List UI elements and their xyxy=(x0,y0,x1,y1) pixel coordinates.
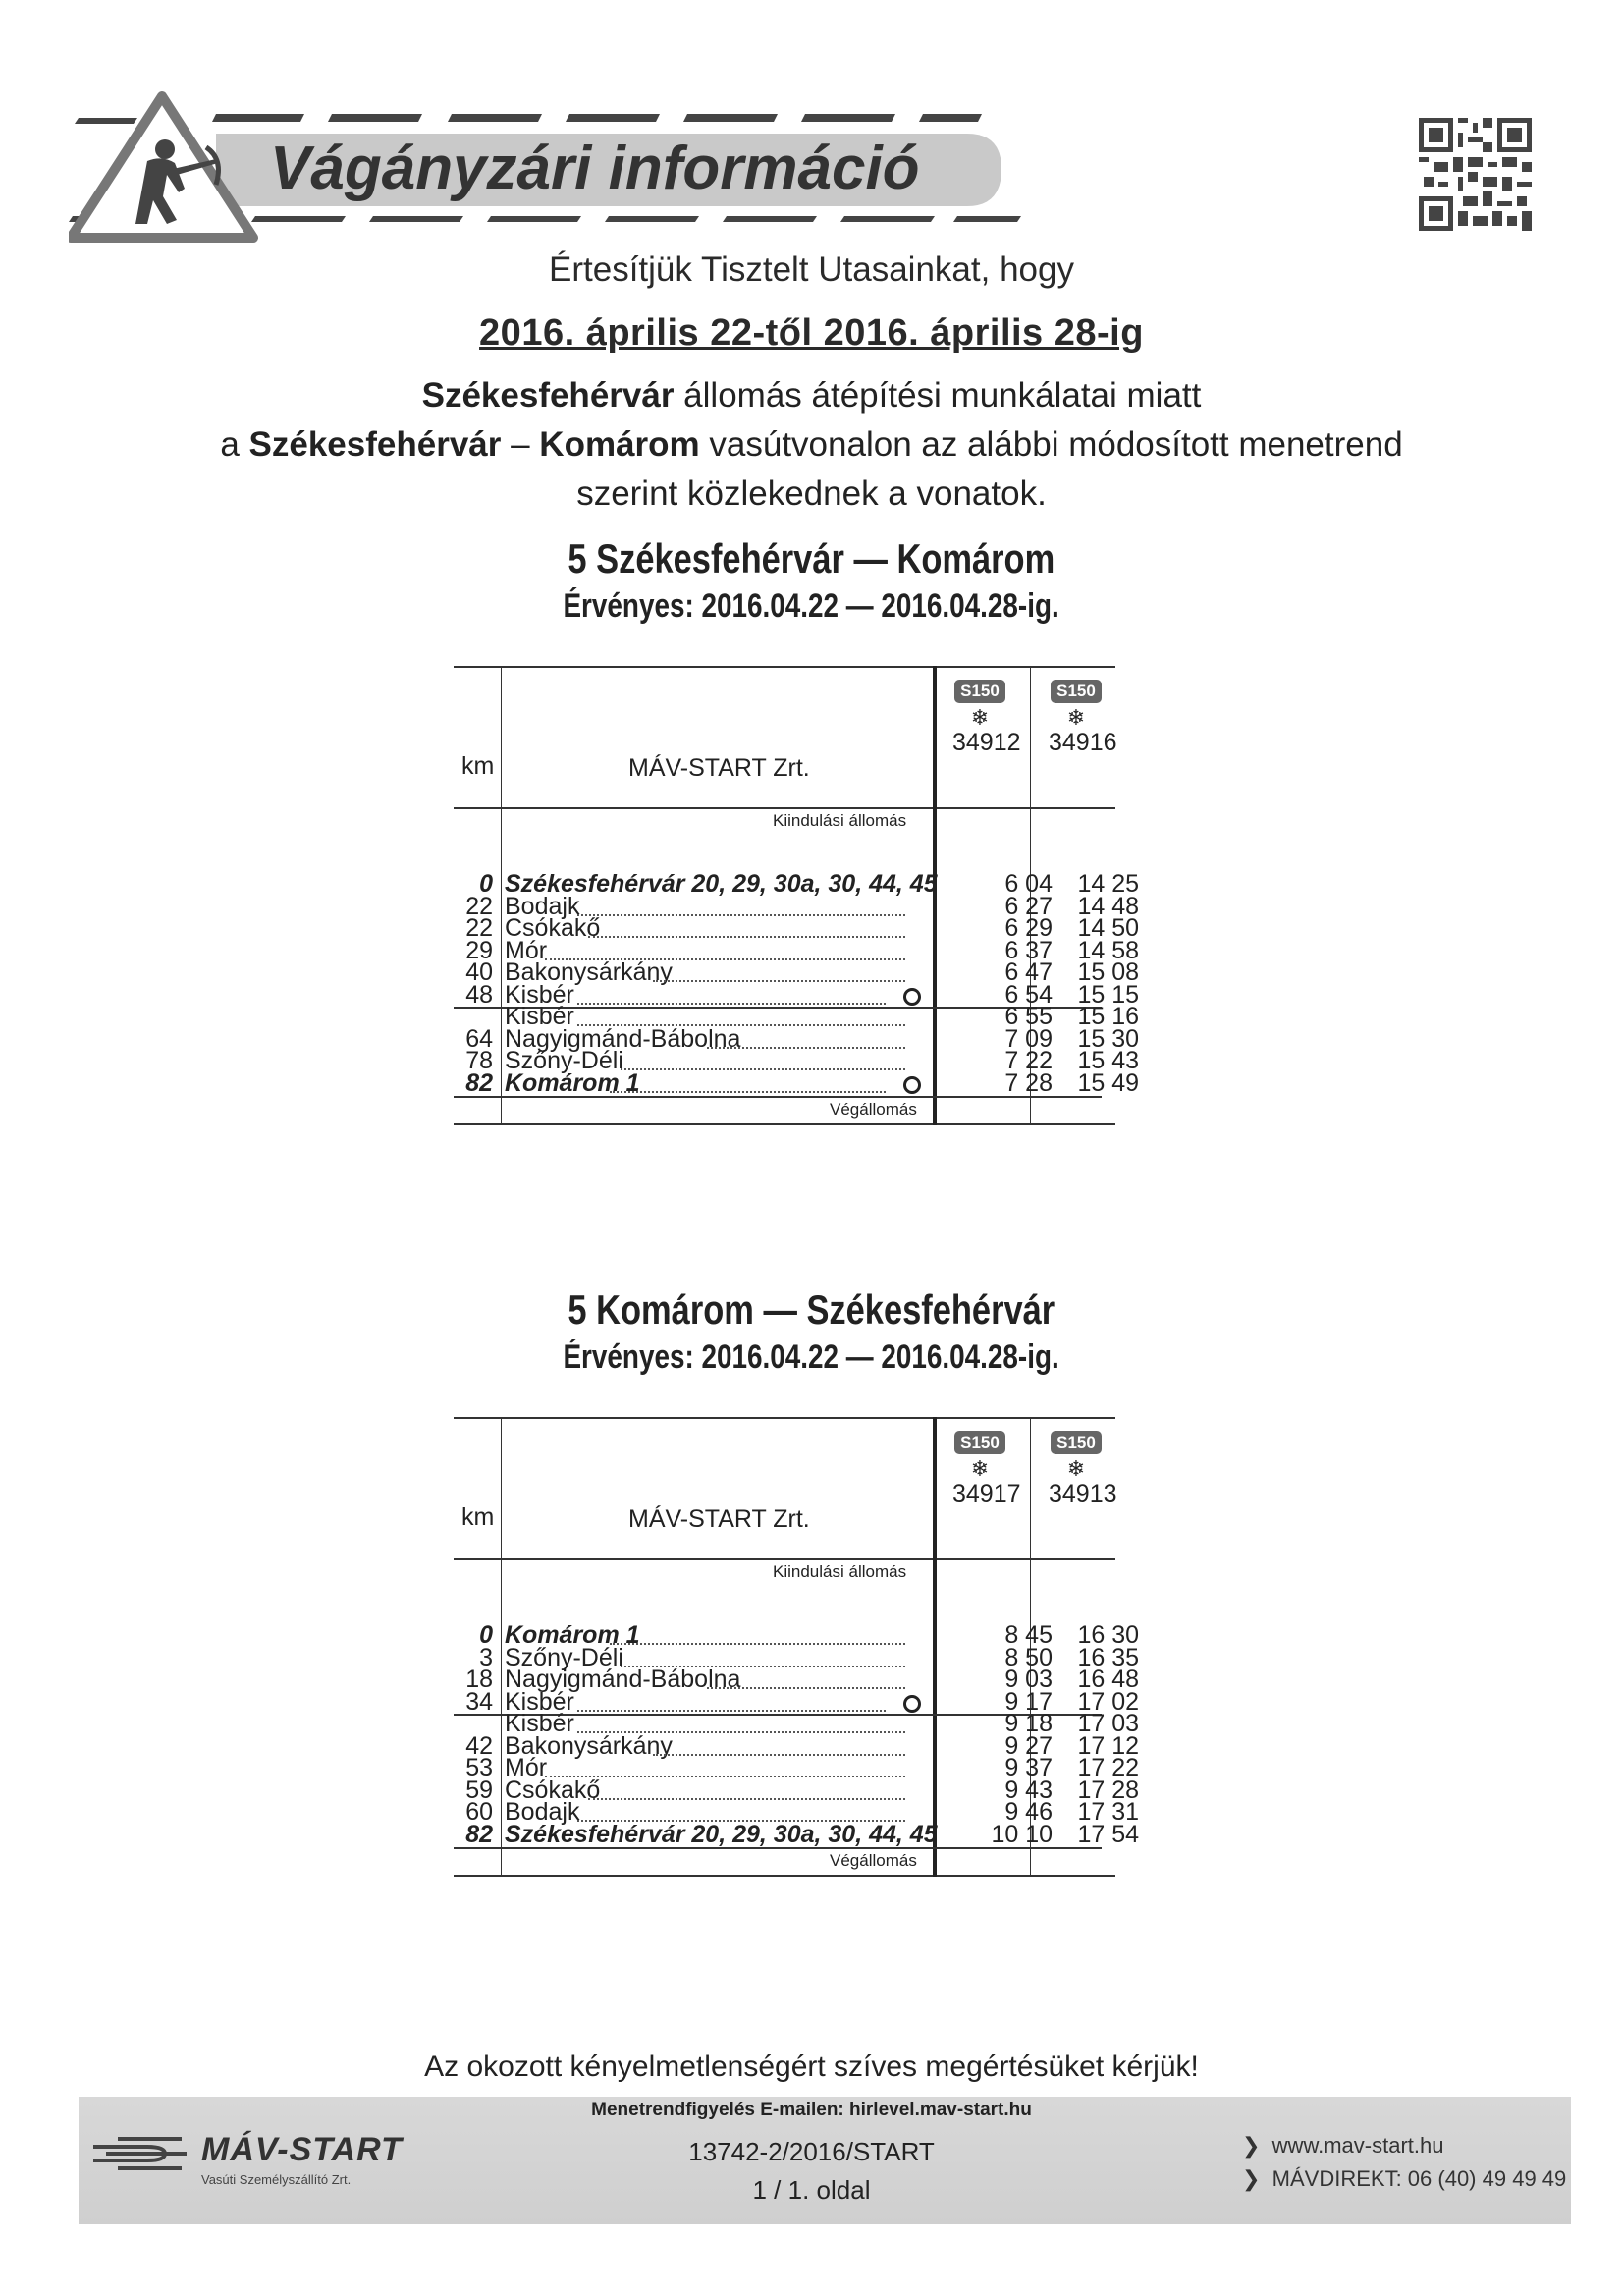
leader-dots xyxy=(653,1754,905,1756)
row-station: Kisbér xyxy=(505,1003,574,1030)
row-station: Bakonysárkány xyxy=(505,958,673,986)
final-row-underline xyxy=(454,1847,1102,1849)
table2-validity xyxy=(0,1339,1623,1377)
web-link-text: www.mav-start.hu xyxy=(1271,2133,1444,2158)
row-km: 60 xyxy=(465,1798,493,1826)
row-time-2: 17 54 xyxy=(1077,1820,1139,1848)
row-station: Csókakő xyxy=(505,914,601,942)
lead-station: Székesfehérvár xyxy=(248,425,502,464)
intro-text: Értesítjük Tisztelt Utasainkat, hogy xyxy=(549,250,1074,289)
rule-km xyxy=(501,666,502,1123)
row-station: Mór xyxy=(505,936,548,964)
row-time-2: 15 16 xyxy=(1077,1003,1139,1030)
row-km: 42 xyxy=(465,1731,493,1760)
snowflake-icon: ❄ xyxy=(970,705,990,730)
row-time-1: 6 54 xyxy=(1004,980,1053,1009)
row-time-2: 17 22 xyxy=(1077,1754,1139,1781)
leader-dots xyxy=(577,914,905,916)
row-station: Komárom 1 xyxy=(505,1621,640,1649)
row-time-2: 15 15 xyxy=(1077,980,1139,1009)
logo-text: MÁV-START xyxy=(201,2131,403,2168)
leader-dots xyxy=(577,1003,886,1005)
train-number: 34916 xyxy=(1049,729,1117,756)
leader-dots xyxy=(588,1798,905,1800)
row-time-2: 15 08 xyxy=(1077,958,1139,986)
phone-info xyxy=(1242,2162,1566,2196)
table2-title xyxy=(0,1286,1623,1334)
table1-validity xyxy=(0,587,1623,626)
row-time-2: 14 50 xyxy=(1077,914,1139,942)
rule-top xyxy=(454,1417,1115,1419)
train-category-badge: S150 xyxy=(1051,680,1102,703)
lead-line-3: szerint közlekednek a vonatok. xyxy=(576,474,1047,513)
lead-line-1 xyxy=(0,371,1623,420)
row-station: Komárom 1 xyxy=(505,1068,640,1097)
chevron-right-icon: ❯ xyxy=(1242,2133,1261,2158)
row-time-2: 14 58 xyxy=(1077,936,1139,964)
row-time-1: 6 47 xyxy=(1004,958,1053,986)
row-time-1: 7 28 xyxy=(1004,1068,1053,1097)
start-station-label: Kiindulási állomás xyxy=(773,811,907,830)
apology-text: Az okozott kényelmetlenségért szíves megértésüket kérjük! xyxy=(424,2050,1199,2083)
row-station: Kisbér xyxy=(505,1687,574,1716)
row-km: 3 xyxy=(479,1643,493,1671)
document-number: 13742-2/2016/START xyxy=(688,2137,935,2166)
leader-dots xyxy=(610,1091,886,1093)
validity-text: Érvényes: 2016.04.22 — 2016.04.28-ig. xyxy=(563,587,1060,625)
row-time-1: 9 18 xyxy=(1004,1710,1053,1737)
row-time-2: 14 25 xyxy=(1077,870,1139,898)
leader-dots xyxy=(610,1643,905,1645)
leader-dots xyxy=(653,980,905,982)
banner-title: Vágányzári információ xyxy=(270,135,920,202)
rule-bottom xyxy=(454,1875,1115,1877)
stop-marker-icon xyxy=(903,1695,921,1713)
lead-text: – xyxy=(501,425,540,464)
row-km: 82 xyxy=(465,1068,493,1097)
rule-top xyxy=(454,666,1115,668)
rule-station xyxy=(933,1417,937,1877)
snowflake-icon: ❄ xyxy=(1066,1456,1086,1481)
web-link[interactable] xyxy=(1242,2129,1566,2162)
leader-dots xyxy=(707,1047,905,1049)
rule-bottom xyxy=(454,1123,1115,1125)
timetable-2 xyxy=(454,1417,1139,2006)
mav-logo-icon xyxy=(88,2129,196,2178)
row-time-1: 6 29 xyxy=(1004,914,1053,942)
row-time-2: 14 48 xyxy=(1077,892,1139,920)
row-time-2: 15 30 xyxy=(1077,1024,1139,1053)
row-km: 78 xyxy=(465,1047,493,1074)
company-header: MÁV-START Zrt. xyxy=(628,754,810,782)
row-station: Szőny-Déli xyxy=(505,1047,623,1074)
stop-marker-icon xyxy=(903,1076,921,1094)
km-header: km xyxy=(461,1503,495,1531)
row-station: Székesfehérvár 20, 29, 30a, 30, 44, 45 xyxy=(505,870,938,898)
row-time-2: 17 31 xyxy=(1077,1798,1139,1826)
logo-subtitle: Vasúti Személyszállító Zrt. xyxy=(201,2172,352,2187)
row-km: 29 xyxy=(465,936,493,964)
row-km: 22 xyxy=(465,892,493,920)
page-number: 1 / 1. oldal xyxy=(752,2175,871,2205)
row-time-2: 15 43 xyxy=(1077,1047,1139,1074)
row-station: Székesfehérvár 20, 29, 30a, 30, 44, 45 xyxy=(505,1820,938,1848)
row-km: 59 xyxy=(465,1776,493,1804)
row-km: 22 xyxy=(465,914,493,942)
row-station: Kisbér xyxy=(505,1710,574,1737)
table1-title xyxy=(0,535,1623,582)
chevron-right-icon: ❯ xyxy=(1242,2166,1261,2191)
row-time-1: 6 04 xyxy=(1004,870,1053,898)
rule-header xyxy=(454,1558,1115,1560)
row-km: 18 xyxy=(465,1666,493,1693)
row-station: Szőny-Déli xyxy=(505,1643,623,1671)
final-row-underline xyxy=(454,1096,1102,1098)
row-time-2: 17 12 xyxy=(1077,1731,1139,1760)
row-time-2: 16 35 xyxy=(1077,1643,1139,1671)
row-time-2: 15 49 xyxy=(1077,1068,1139,1097)
lead-station: Komárom xyxy=(539,425,700,464)
row-station: Bakonysárkány xyxy=(505,1731,673,1760)
row-time-1: 9 43 xyxy=(1004,1776,1053,1804)
table-title-text: 5 Székesfehérvár — Komárom xyxy=(568,535,1055,581)
end-station-label: Végállomás xyxy=(830,1851,917,1870)
snowflake-icon: ❄ xyxy=(970,1456,990,1481)
row-time-2: 17 03 xyxy=(1077,1710,1139,1737)
row-time-1: 8 50 xyxy=(1004,1643,1053,1671)
row-time-1: 9 03 xyxy=(1004,1666,1053,1693)
header-banner xyxy=(69,90,1041,247)
row-time-1: 6 55 xyxy=(1004,1003,1053,1030)
lead-text: állomás átépítési munkálatai miatt xyxy=(674,376,1202,414)
row-time-1: 6 27 xyxy=(1004,892,1053,920)
row-time-2: 17 02 xyxy=(1077,1687,1139,1716)
km-header: km xyxy=(461,752,495,780)
row-time-1: 9 46 xyxy=(1004,1798,1053,1826)
company-header: MÁV-START Zrt. xyxy=(628,1505,810,1533)
lead-text: vasútvonalon az alábbi módosított menetrend xyxy=(699,425,1403,464)
rule-header xyxy=(454,807,1115,809)
row-station: Nagyigmánd-Bábolna xyxy=(505,1024,741,1053)
notify-text: Menetrendfigyelés E-mailen: hirlevel.mav-start.hu xyxy=(591,2100,1032,2120)
row-station: Kisbér xyxy=(505,980,574,1009)
row-time-1: 6 37 xyxy=(1004,936,1053,964)
row-km: 53 xyxy=(465,1754,493,1781)
train-number: 34913 xyxy=(1049,1480,1117,1507)
row-station: Csókakő xyxy=(505,1776,601,1804)
start-station-label: Kiindulási állomás xyxy=(773,1562,907,1581)
row-km: 0 xyxy=(479,1621,493,1649)
leader-dots xyxy=(588,936,905,938)
train-category-badge: S150 xyxy=(1051,1431,1102,1454)
row-km: 40 xyxy=(465,958,493,986)
row-time-1: 7 22 xyxy=(1004,1047,1053,1074)
row-time-2: 16 48 xyxy=(1077,1666,1139,1693)
footer-links xyxy=(1242,2129,1566,2196)
train-category-badge: S150 xyxy=(954,680,1005,703)
train-category-badge: S150 xyxy=(954,1431,1005,1454)
row-km: 64 xyxy=(465,1024,493,1053)
leader-dots xyxy=(707,1687,905,1689)
validity-text: Érvényes: 2016.04.22 — 2016.04.28-ig. xyxy=(563,1339,1060,1376)
snowflake-icon: ❄ xyxy=(1066,705,1086,730)
stop-marker-icon xyxy=(903,988,921,1006)
row-time-1: 9 27 xyxy=(1004,1731,1053,1760)
leader-dots xyxy=(577,1710,886,1712)
qr-code xyxy=(1419,118,1532,231)
table-title-text: 5 Komárom — Székesfehérvár xyxy=(568,1286,1055,1333)
row-time-1: 10 10 xyxy=(991,1820,1053,1848)
date-range: 2016. április 22-től 2016. április 28-ig xyxy=(479,312,1144,354)
rule-km xyxy=(501,1417,502,1875)
row-station: Nagyigmánd-Bábolna xyxy=(505,1666,741,1693)
lead-station: Székesfehérvár xyxy=(421,376,675,414)
train-number: 34912 xyxy=(952,729,1021,756)
lead-text: a xyxy=(220,425,249,464)
row-km: 48 xyxy=(465,980,493,1009)
lead-line-2 xyxy=(0,420,1623,469)
row-km: 0 xyxy=(479,870,493,898)
row-time-1: 9 17 xyxy=(1004,1687,1053,1716)
row-time-1: 8 45 xyxy=(1004,1621,1053,1649)
row-km: 82 xyxy=(465,1820,493,1848)
row-km: 34 xyxy=(465,1687,493,1716)
row-station: Bodajk xyxy=(505,892,580,920)
row-station: Mór xyxy=(505,1754,548,1781)
end-station-label: Végállomás xyxy=(830,1100,917,1119)
row-station: Bodajk xyxy=(505,1798,580,1826)
row-time-1: 9 37 xyxy=(1004,1754,1053,1781)
train-number: 34917 xyxy=(952,1480,1021,1507)
leader-dots xyxy=(621,1068,905,1070)
row-time-2: 17 28 xyxy=(1077,1776,1139,1804)
phone-text: MÁVDIREKT: 06 (40) 49 49 49 xyxy=(1271,2166,1567,2191)
timetable-1 xyxy=(454,666,1139,1255)
row-time-1: 7 09 xyxy=(1004,1024,1053,1053)
row-time-2: 16 30 xyxy=(1077,1621,1139,1649)
